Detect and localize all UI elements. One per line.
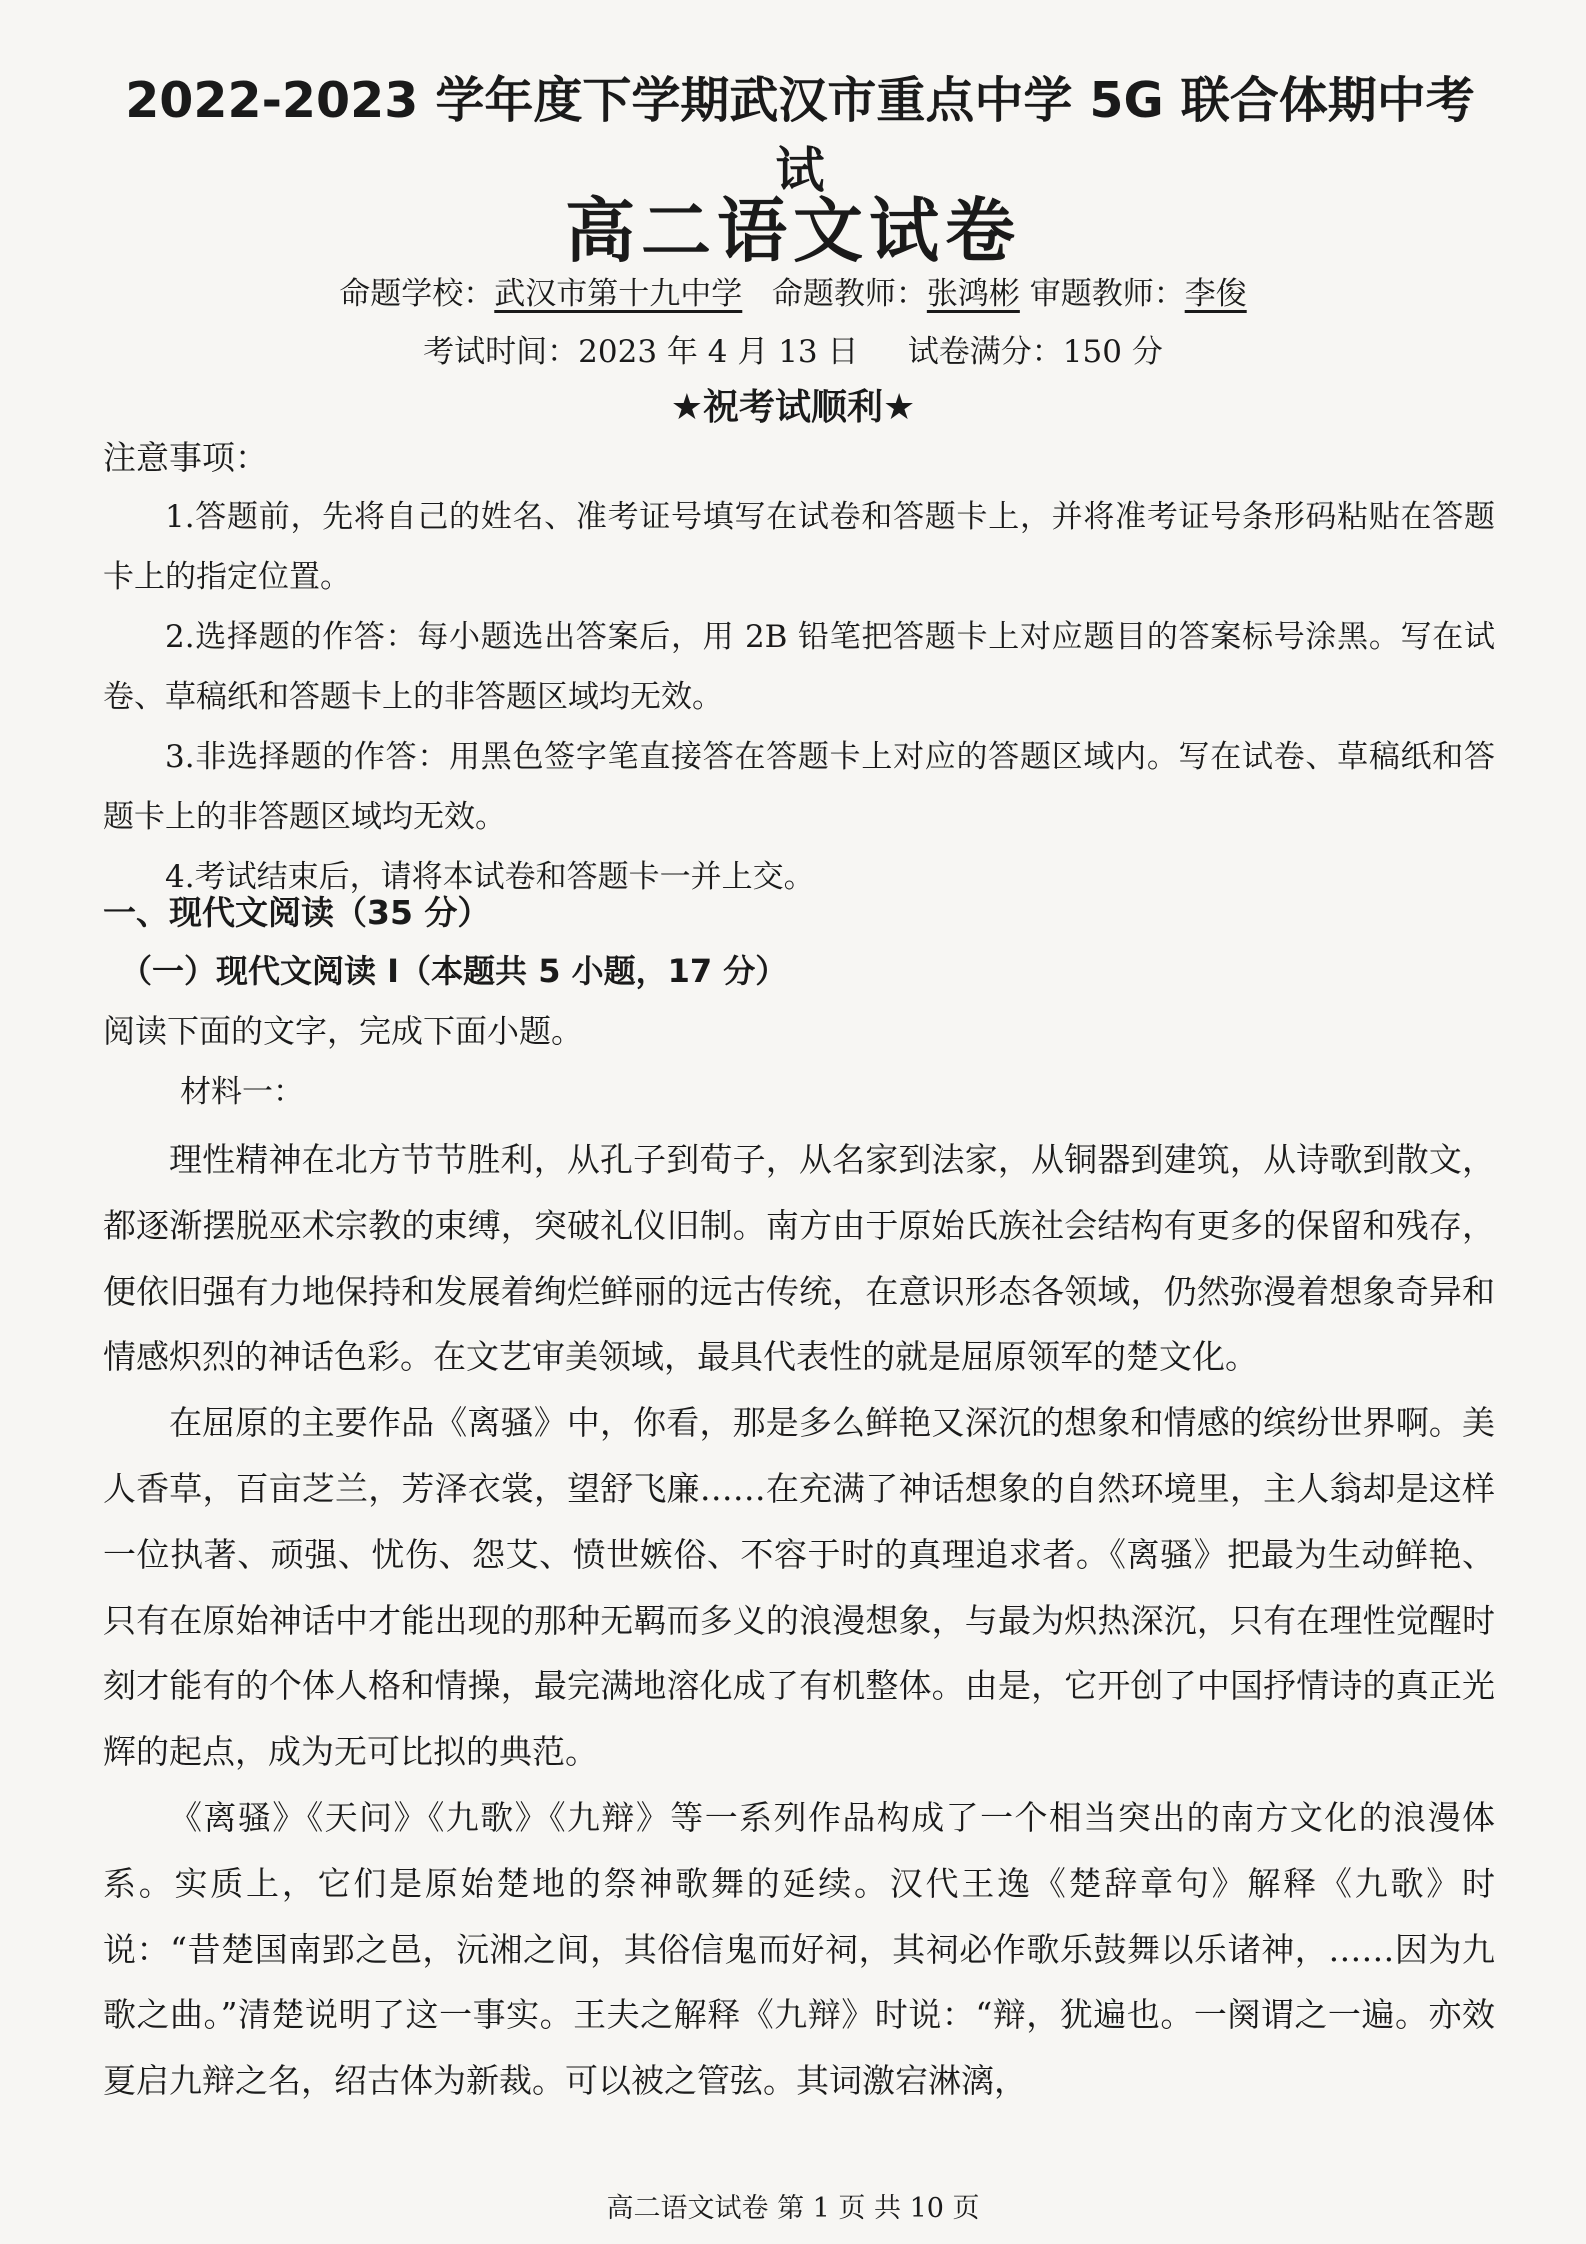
notice-item: 3.非选择题的作答：用黑色签字笔直接答在答题卡上对应的答题区域内。写在试卷、草稿纸和答题卡上的非答题区域均无效。 [103, 739, 1495, 835]
good-luck-banner: ★祝考试顺利★ [670, 387, 916, 428]
notice-heading: 注意事项： [103, 438, 268, 477]
page-footer: 高二语文试卷 第 1 页 共 10 页 [606, 2193, 980, 2224]
passage-paragraph: 在屈原的主要作品《离骚》中，你看，那是多么鲜艳又深沉的想象和情感的缤纷世界啊。美人香草，百亩芝兰，芳泽衣裳，望舒飞廉……在充满了神话想象的自然环境里，主人翁却是这样一位执著、顽强、忧伤、怨艾、愤世嫉俗、不容于时的真理追求者。《离骚》把最为生动鲜艳、只有在原始神话中才能出现的那种无羁而多义的浪漫想象，与最为炽热深沉，只有在理性觉醒时刻才能有的个体人格和情操，最完满地溶化成了有机整体。由是，它开创了中国抒情诗的真正光辉的起点，成为无可比拟的典范。 [103, 1403, 1495, 1772]
notice-item: 2.选择题的作答：每小题选出答案后，用 2B 铅笔把答题卡上对应题目的答案标号涂黑。写在试卷、草稿纸和答题卡上的非答题区域均无效。 [103, 619, 1495, 715]
exam-time: 考试时间：2023 年 4 月 13 日 [423, 334, 859, 370]
section-heading: 一、现代文阅读（35 分） [103, 893, 491, 932]
subsection-heading: （一）现代文阅读 I（本题共 5 小题，17 分） [120, 952, 788, 990]
reviewer-label: 审题教师： [1029, 276, 1185, 312]
passage-paragraph: 理性精神在北方节节胜利，从孔子到荀子，从名家到法家，从铜器到建筑，从诗歌到散文，都逐渐摆脱巫术宗教的束缚，突破礼仪旧制。南方由于原始氏族社会结构有更多的保留和残存，便依旧强有力地保持和发展着绚烂鲜丽的远古传统，在意识形态各领域，仍然弥漫着想象奇异和情感炽烈的神话色彩。在文艺审美领域，最具代表性的就是屈原领军的楚文化。 [103, 1140, 1495, 1377]
notice-item: 4.考试结束后，请将本试卷和答题卡一并上交。 [165, 859, 815, 895]
school-label: 命题学校： [339, 276, 495, 312]
reading-instruction: 阅读下面的文字，完成下面小题。 [103, 1012, 584, 1050]
setter-name: 张鸿彬 [926, 276, 1020, 312]
passage-paragraph: 《离骚》《天问》《九歌》《九辩》等一系列作品构成了一个相当突出的南方文化的浪漫体系。实质上，它们是原始楚地的祭神歌舞的延续。汉代王逸《楚辞章句》解释《九歌》时说：“昔楚国南郢之邑，沅湘之间，其俗信鬼而好祠，其祠必作歌乐鼓舞以乐诸神，……因为九歌之曲。”清楚说明了这一事实。王夫之解释《九辩》时说：“辩，犹遍也。一阕谓之一遍。亦效夏启九辩之名，绍古体为新裁。可以被之管弦。其词激宕淋漓， [103, 1797, 1495, 2101]
notice-list [103, 487, 1495, 907]
school-name: 武汉市第十九中学 [494, 276, 743, 312]
setter-info [0, 268, 1586, 313]
full-score: 试卷满分：150 分 [907, 334, 1163, 370]
paper-title: 高二语文试卷 [565, 190, 1021, 272]
material-label: 材料一： [180, 1074, 304, 1110]
setter-label: 命题教师： [771, 276, 927, 312]
reviewer-name: 李俊 [1184, 276, 1247, 312]
exam-title: 2022-2023 学年度下学期武汉市重点中学 5G 联合体期中考试 [125, 72, 1475, 199]
exam-time-info [0, 326, 1586, 371]
reading-passage [103, 1127, 1495, 2114]
notice-item: 1.答题前，先将自己的姓名、准考证号填写在试卷和答题卡上，并将准考证号条形码粘贴在答题卡上的指定位置。 [103, 499, 1495, 595]
